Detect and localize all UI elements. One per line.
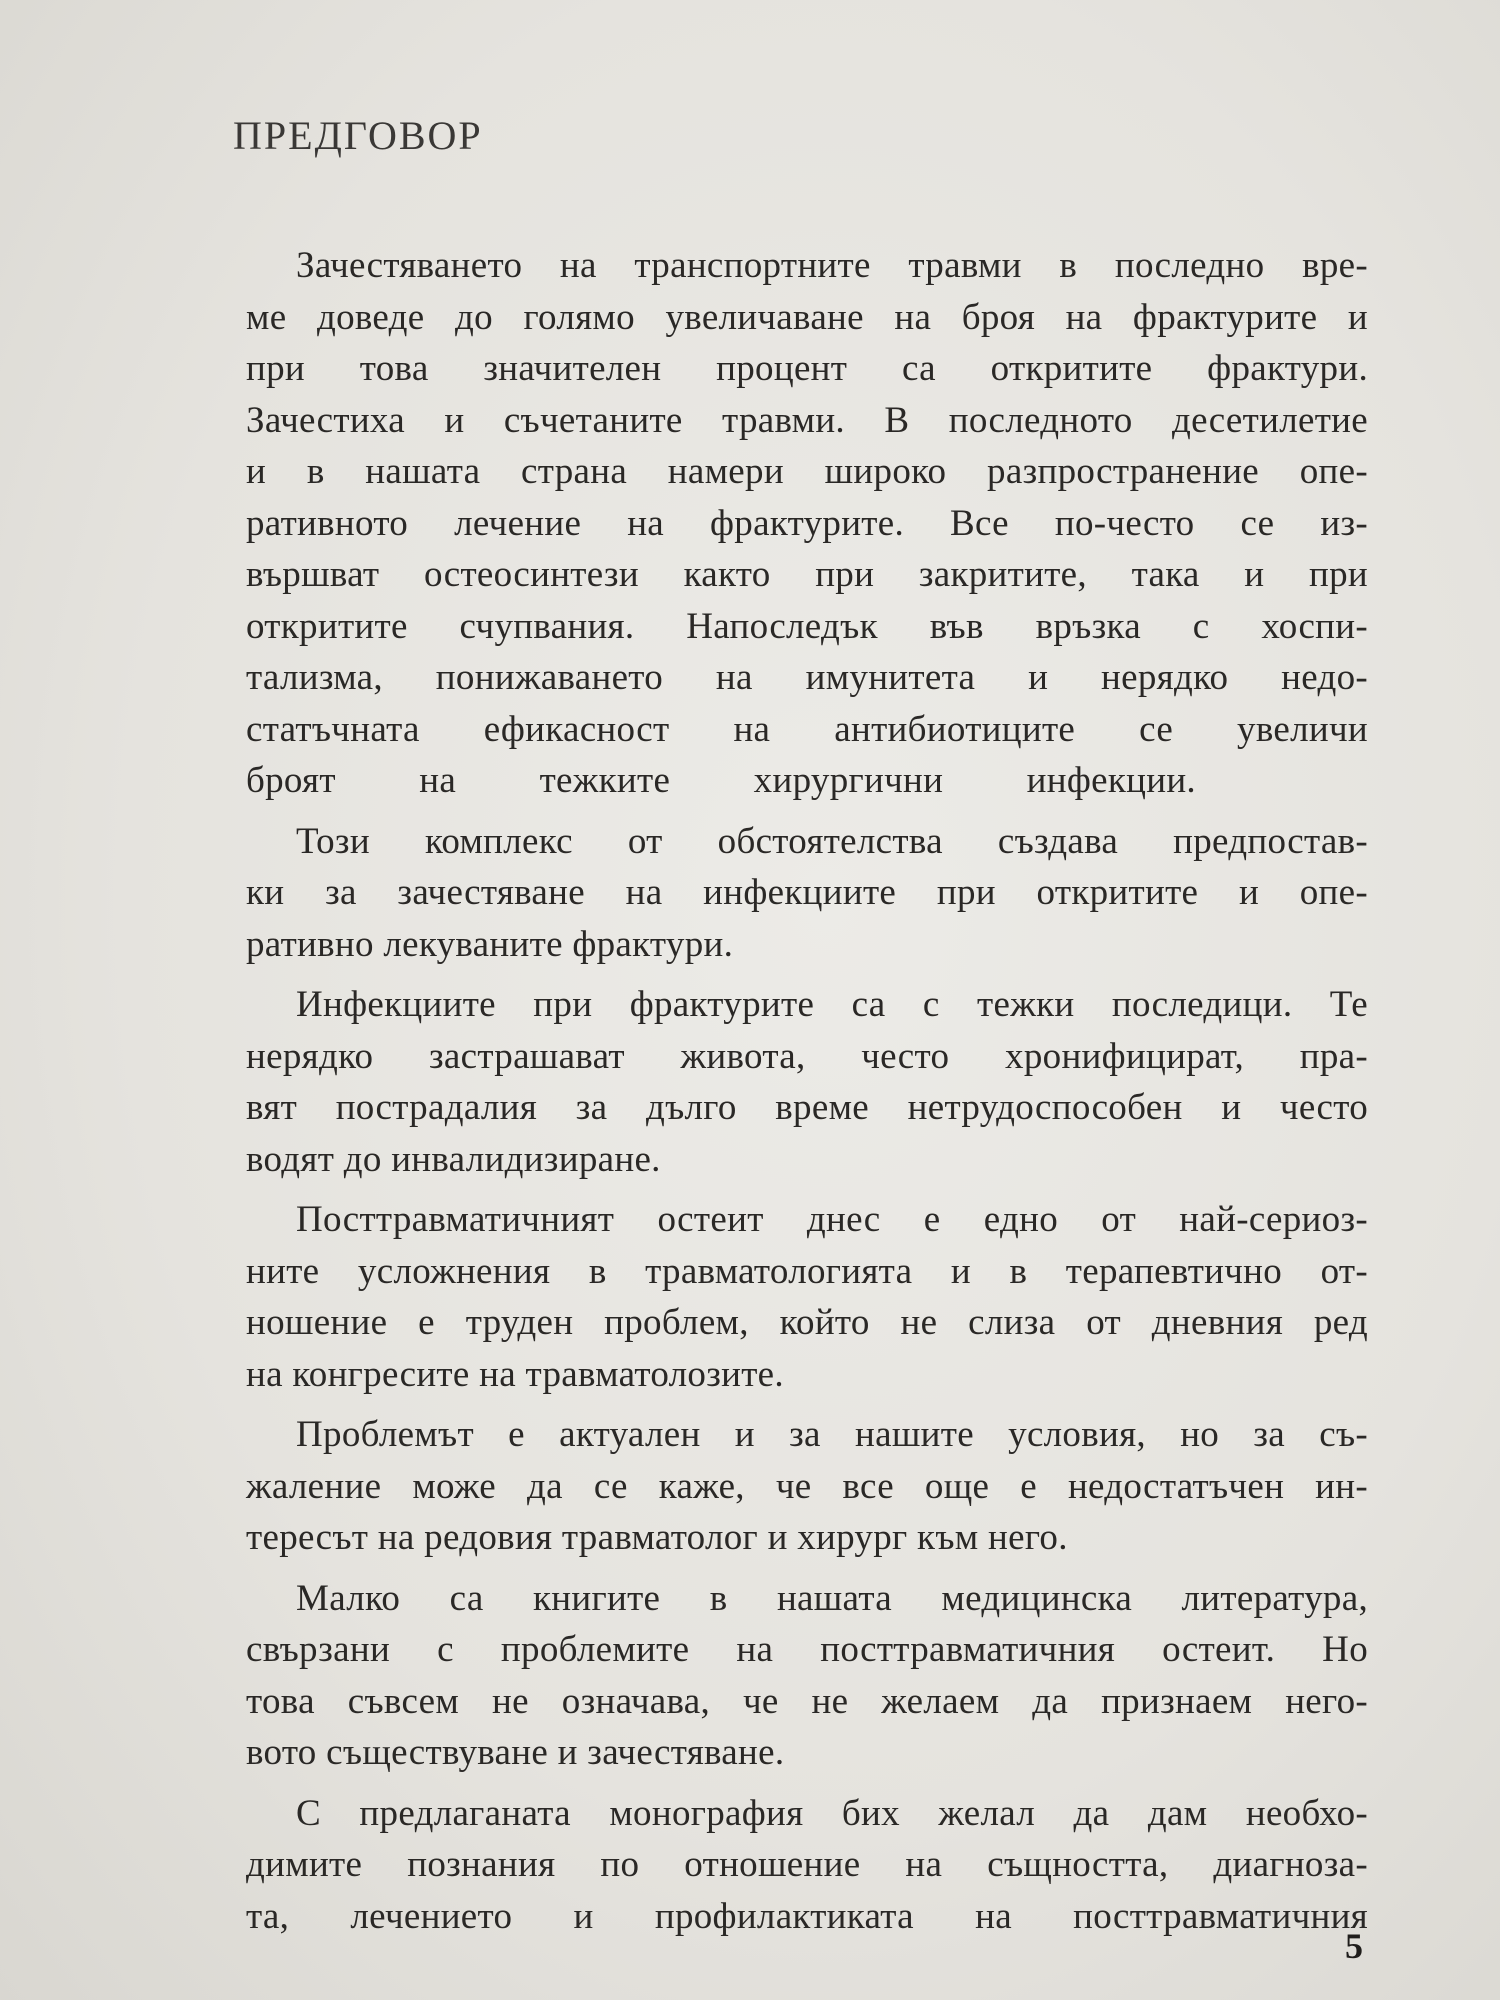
text-line: вършват остеосинтези както при закритите, така и при	[246, 554, 1368, 595]
text-line: Зачестяването на транспортните травми в последно вре-	[296, 245, 1368, 286]
text-line: свързани с проблемите на посттравматичния остеит. Но	[246, 1629, 1368, 1670]
text-line: ки за зачестяване на инфекциите при откритите и опе-	[246, 872, 1368, 913]
text-line: та, лечението и профилактиката на посттравматичния	[246, 1895, 1368, 1937]
text-line: Зачестиха и съчетаните травми. В последното десетилетие	[246, 399, 1368, 441]
text-line: и в нашата страна намери широко разпространение опе-	[246, 451, 1368, 492]
text-line: тересът на редовия травматолог и хирург към него.	[246, 1517, 1068, 1558]
text-line: при това значителен процент са откритите фрактури.	[246, 348, 1368, 389]
text-line: Инфекциите при фрактурите са с тежки последици. Те	[296, 984, 1368, 1025]
text-line: ративното лечение на фрактурите. Все по-често се из-	[246, 502, 1368, 544]
text-line: на конгресите на травматолозите.	[246, 1353, 784, 1395]
page-title: ПРЕДГОВОР	[233, 113, 483, 158]
text-line: това съвсем не означава, че не желаем да признаем него-	[246, 1680, 1368, 1722]
text-line: водят до инвалидизиране.	[246, 1138, 661, 1180]
text-line: Проблемът е актуален и за нашите условия, но за съ-	[296, 1414, 1368, 1455]
text-line: вото съществуване и зачестяване.	[246, 1732, 785, 1773]
text-line: вят пострадалия за дълго време нетрудоспособен и често	[246, 1087, 1368, 1128]
text-line: димите познания по отношение на същността, диагноза-	[246, 1844, 1368, 1885]
text-line: С предлаганата монография бих желал да дам необхо-	[296, 1792, 1368, 1834]
text-line: ме доведе до голямо увеличаване на броя на фрактурите и	[246, 296, 1368, 338]
text-line: тализма, понижаването на имунитета и нерядко недо-	[246, 657, 1368, 698]
text-line: статъчната ефикасност на антибиотиците се увеличи	[246, 708, 1368, 750]
text-line: нерядко застрашават живота, често хронифицират, пра-	[246, 1035, 1368, 1077]
text-line: Малко са книгите в нашата медицинска литература,	[296, 1577, 1368, 1619]
text-line: Посттравматичният остеит днес е едно от най-сериоз-	[296, 1199, 1368, 1240]
body-text	[246, 240, 1368, 1942]
text-line: ните усложнения в травматологията и в терапевтично от-	[246, 1250, 1368, 1292]
text-line: откритите счупвания. Напоследък във връзка с хоспи-	[246, 605, 1368, 647]
page-number: 5	[1345, 1926, 1363, 1966]
text-line: ношение е труден проблем, който не слиза от дневния ред	[246, 1302, 1368, 1343]
text-line: ративно лекуваните фрактури.	[246, 923, 734, 965]
text-line: Този комплекс от обстоятелства създава предпостав-	[296, 820, 1368, 862]
text-line: броят на тежките хирургични инфекции.	[246, 760, 1196, 801]
text-line: жаление може да се каже, че все още е недостатъчен ин-	[246, 1465, 1368, 1507]
